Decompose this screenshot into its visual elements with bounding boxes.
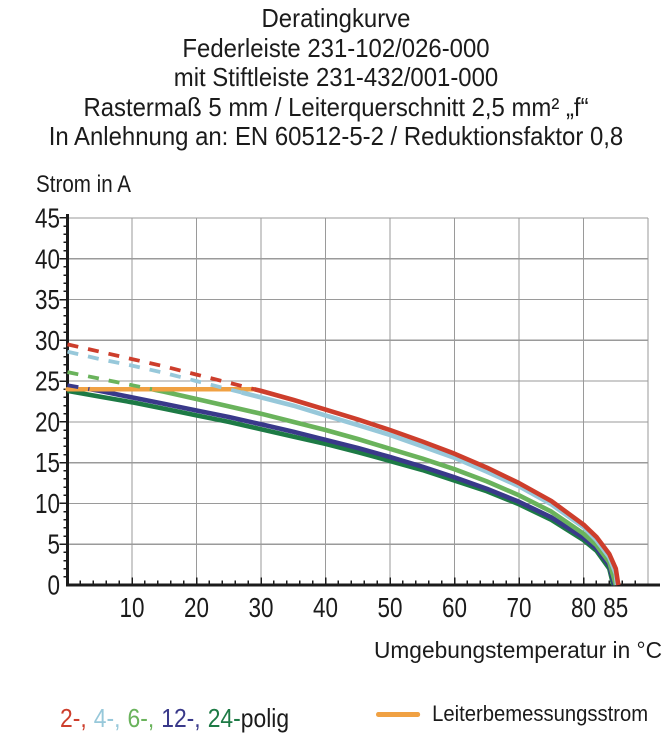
- curves: [68, 344, 619, 585]
- svg-text:40: 40: [313, 592, 338, 623]
- series-4-polig-dashed: [68, 352, 242, 393]
- legend-pole-6-polig: 6-,: [127, 703, 155, 733]
- svg-text:60: 60: [442, 592, 467, 623]
- svg-text:80: 80: [571, 592, 596, 623]
- svg-text:40: 40: [35, 243, 60, 275]
- y-axis-title: Strom in A: [36, 171, 131, 198]
- legend-pole-suffix: polig: [240, 703, 290, 733]
- svg-text:20: 20: [184, 592, 209, 623]
- rated-current-line-swatch: [376, 712, 420, 717]
- rated-current-label: Leiterbemessungsstrom: [432, 701, 649, 726]
- title-line-4: Rastermaß 5 mm / Leiterquerschnitt 2,5 mm² „f“: [83, 91, 589, 122]
- series-2-polig-dashed: [68, 344, 255, 389]
- svg-text:20: 20: [35, 406, 60, 438]
- series-2-polig-solid: [255, 389, 619, 585]
- chart-title-block: [27, 4, 645, 152]
- y-tick-labels: [35, 202, 60, 600]
- legend-rated-current: [376, 701, 648, 727]
- legend-pole-4-polig: 4-,: [93, 703, 121, 733]
- legend-poles: [60, 703, 289, 734]
- svg-text:30: 30: [248, 592, 274, 623]
- svg-text:85: 85: [603, 592, 629, 623]
- legend-pole-2-polig: 2-,: [60, 703, 87, 733]
- svg-text:15: 15: [35, 447, 60, 479]
- title-line-5: In Anlehnung an: EN 60512-5-2 / Reduktionsfaktor 0,8: [48, 121, 624, 151]
- x-axis-title: Umgebungstemperatur in °C: [374, 637, 662, 663]
- svg-text:70: 70: [506, 592, 532, 623]
- svg-text:25: 25: [35, 365, 60, 397]
- legend-pole-24-polig: 24-: [207, 703, 241, 733]
- svg-text:10: 10: [119, 592, 145, 623]
- legend-pole-12-polig: 12-,: [161, 703, 201, 733]
- svg-text:10: 10: [35, 487, 60, 519]
- svg-text:5: 5: [47, 528, 60, 560]
- svg-text:35: 35: [35, 284, 60, 316]
- title-line-3: mit Stiftleiste 231-432/001-000: [173, 62, 499, 92]
- title-line-1: Deratingkurve: [261, 3, 411, 33]
- svg-text:45: 45: [35, 202, 60, 234]
- svg-text:50: 50: [377, 592, 403, 623]
- title-line-2: Federleiste 231-102/026-000: [182, 32, 490, 63]
- svg-text:30: 30: [35, 324, 60, 356]
- svg-text:0: 0: [47, 569, 60, 601]
- x-tick-labels: [120, 592, 629, 623]
